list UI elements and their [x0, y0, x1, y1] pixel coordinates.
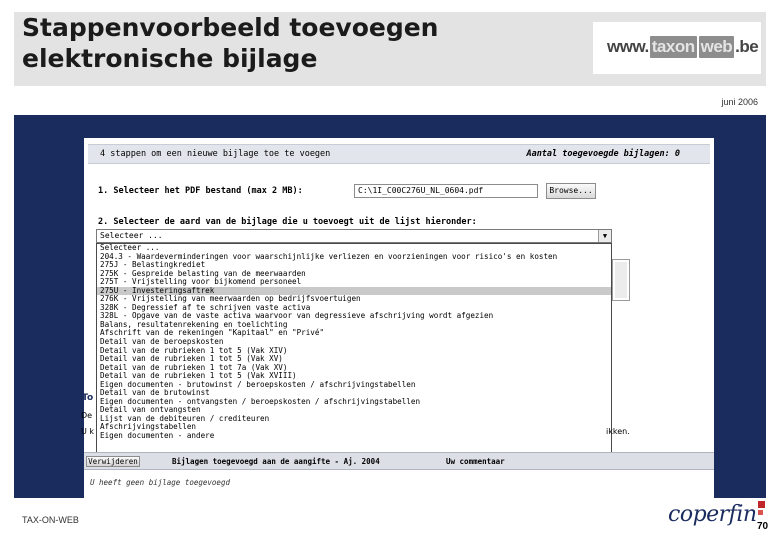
dropdown-option[interactable]: 276K - Vrijstelling van meerwaarden op bedrijfsvoertuigen: [100, 294, 361, 304]
dropdown-option[interactable]: 275U - Investeringsaftrek: [97, 287, 611, 296]
step1-label: 1. Selecteer het PDF bestand (max 2 MB):: [98, 186, 303, 196]
step2-label: 2. Selecteer de aard van de bijlage die u toevoegt uit de lijst hieronder:: [98, 217, 477, 227]
browse-button[interactable]: Browse...: [546, 183, 596, 199]
column-comment: Uw commentaar: [446, 457, 505, 466]
delete-button[interactable]: Verwijderen: [86, 456, 140, 467]
dropdown-option[interactable]: Detail van de rubrieken 1 tot 5 (Vak XV): [100, 354, 283, 364]
dropdown-option[interactable]: 275T - Vrijstelling voor bijkomend personeel: [100, 277, 302, 287]
logo-prefix: www.: [607, 37, 649, 56]
taxonweb-logo: [593, 22, 761, 74]
dropdown-option[interactable]: Detail van ontvangsten: [100, 405, 201, 415]
attachment-type-select[interactable]: [96, 229, 612, 243]
dropdown-option[interactable]: Eigen documenten - ontvangsten / beroepskosten / afschrijvingstabellen: [100, 396, 421, 406]
textarea-scrollbar[interactable]: [615, 262, 627, 298]
dropdown-option[interactable]: 204.3 - Waardeverminderingen voor waarschijnlijke verliezen en voorzieningen voor risico's en kosten: [100, 251, 558, 261]
steps-header: [88, 144, 710, 164]
comment-textarea[interactable]: [612, 259, 630, 301]
slide-title: Stappenvoorbeeld toevoegen elektronische bijlage: [22, 13, 439, 73]
footer-brand: TAX-ON-WEB: [22, 515, 79, 525]
dropdown-option[interactable]: Afschrijvingstabellen: [100, 422, 197, 432]
dropdown-option[interactable]: 275J - Belastingkrediet: [100, 260, 206, 270]
logo-web: web: [700, 37, 733, 56]
dropdown-option[interactable]: Detail van de beroepskosten: [100, 337, 224, 347]
section-title-fragment: To: [82, 393, 94, 403]
paragraph-fragment-end: ikken.: [606, 427, 630, 436]
column-attachments: Bijlagen toegevoegd aan de aangifte - Aj. 2004: [172, 457, 380, 466]
paragraph-fragment-2: U k: [81, 427, 95, 436]
attachment-type-dropdown[interactable]: [96, 243, 612, 459]
dropdown-option[interactable]: Detail van de brutowinst: [100, 388, 210, 398]
attachment-type-value: Selecteer ...: [100, 231, 163, 240]
no-attachments-text: U heeft geen bijlage toegevoegd: [90, 478, 230, 487]
logo-accent-square: [758, 501, 765, 508]
logo-accent-square-small: [758, 510, 763, 515]
app-window: [81, 138, 714, 500]
dropdown-option[interactable]: Detail van de rubrieken 1 tot 7a (Vak XV): [100, 362, 288, 372]
dropdown-option[interactable]: 328L - Opgave van de vaste activa waarvoor van degressieve afschrijving wordt afgezien: [100, 311, 494, 321]
coperfin-logo: coperfin: [668, 502, 757, 527]
attachment-count-value: 0: [674, 149, 680, 159]
logo-middle: taxon: [651, 37, 695, 56]
dropdown-option[interactable]: Eigen documenten - brutowinst / beroepskosten / afschrijvingstabellen: [100, 379, 416, 389]
attachment-count-label: Aantal toegevoegde bijlagen:: [526, 149, 670, 159]
dropdown-option[interactable]: 328K - Degressief af te schrijven vaste activa: [100, 302, 311, 312]
dropdown-option[interactable]: 275K - Gespreide belasting van de meerwaarden: [100, 268, 306, 278]
logo-suffix: .be: [735, 37, 759, 56]
steps-header-label: 4 stappen om een nieuwe bijlage toe te voegen: [100, 149, 331, 159]
dropdown-option[interactable]: Lijst van de debiteuren / crediteuren: [100, 413, 270, 423]
dropdown-option[interactable]: Eigen documenten - andere: [100, 431, 215, 441]
slide-date: juni 2006: [721, 97, 758, 107]
pdf-file-input[interactable]: C:\1I_C00C276U_NL_0604.pdf: [354, 184, 538, 198]
dropdown-option[interactable]: Selecteer ...: [100, 243, 160, 252]
dropdown-option[interactable]: Afschrift van de rekeningen "Kapitaal" en "Privé": [100, 328, 325, 338]
page-number: 70: [757, 521, 769, 532]
dropdown-option[interactable]: Detail van de rubrieken 1 tot 5 (Vak XIV): [100, 345, 288, 355]
logo-text: [607, 36, 758, 58]
chevron-down-icon[interactable]: ▼: [598, 230, 611, 242]
dropdown-option[interactable]: Balans, resultatenrekening en toelichting: [100, 319, 288, 329]
paragraph-fragment-1: De: [81, 411, 93, 420]
dropdown-option[interactable]: Detail van de rubrieken 1 tot 5 (Vak XVIII): [100, 371, 297, 381]
attachment-count: [526, 149, 680, 159]
